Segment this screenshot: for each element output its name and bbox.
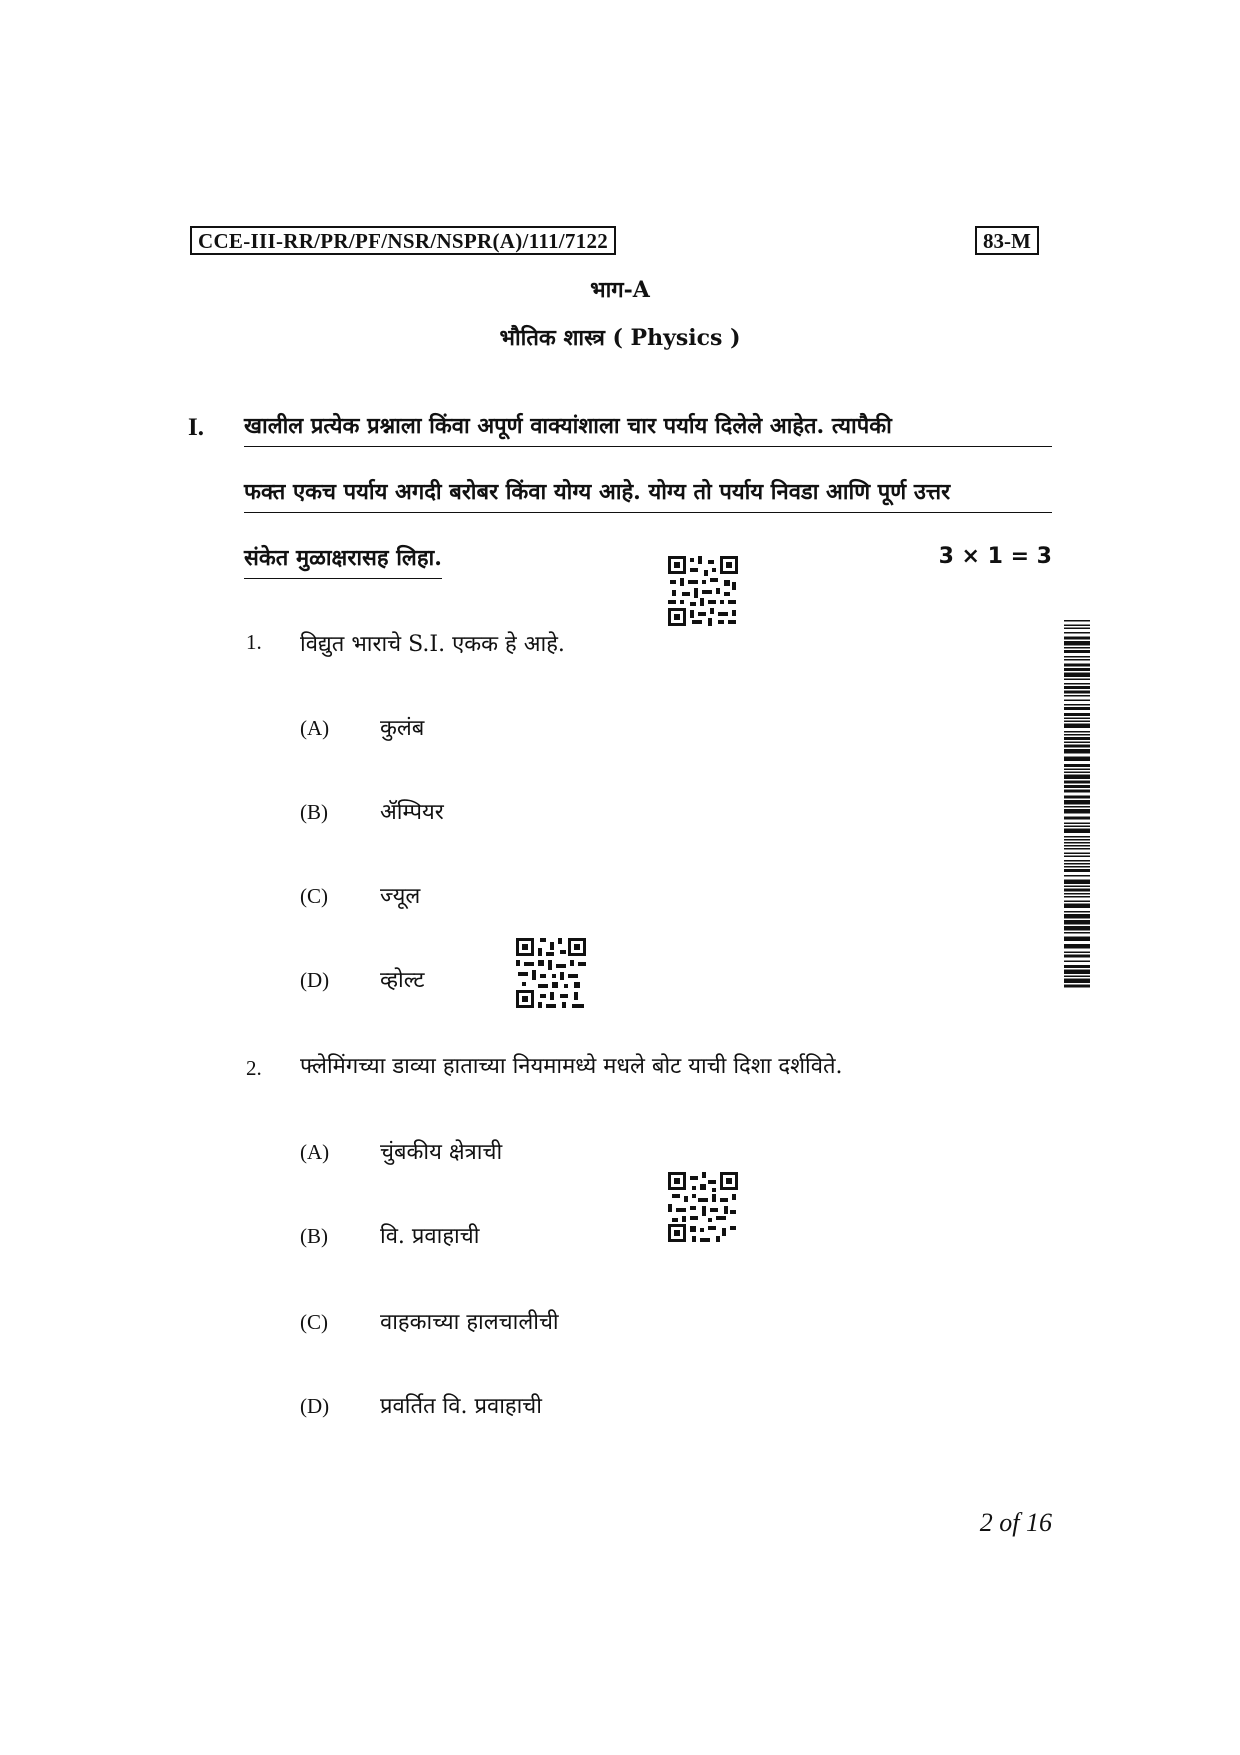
instruction-line-3: संकेत मुळाक्षरासह लिहा. (244, 542, 442, 579)
exam-code-box (190, 226, 616, 255)
q2-option-a-label: (A) (300, 1140, 330, 1164)
q1-option-b-label: (B) (300, 800, 328, 824)
q2-option-d-label: (D) (300, 1394, 330, 1418)
q2-option-a-text: चुंबकीय क्षेत्राची (380, 1140, 503, 1165)
q1-option-a-label: (A) (300, 716, 330, 740)
exam-code: CCE-III-RR/PR/PF/NSR/NSPR(A)/111/7122 (198, 229, 609, 253)
paper-code: 83-M (983, 229, 1031, 253)
barcode-icon (1064, 620, 1090, 990)
q2-option-c-label: (C) (300, 1310, 328, 1334)
marks-scheme: 3 × 1 = 3 (938, 544, 1052, 569)
question-1-number: 1. (246, 630, 262, 654)
qr-code-icon (516, 938, 586, 1008)
question-1-text: विद्युत भाराचे S.I. एकक हे आहे. (300, 632, 565, 657)
qr-code-icon (668, 556, 738, 626)
q1-option-c-label: (C) (300, 884, 328, 908)
q1-option-d-label: (D) (300, 968, 330, 992)
question-2-text: फ्लेमिंगच्या डाव्या हाताच्या नियमामध्ये मधले बोट याची दिशा दर्शविते. (300, 1054, 843, 1079)
page-number: 2 of 16 (979, 1508, 1052, 1537)
q2-option-c-text: वाहकाच्या हालचालीची (380, 1310, 559, 1335)
part-heading: भाग-A (590, 277, 650, 303)
instruction-line-2: फक्त एकच पर्याय अगदी बरोबर किंवा योग्य आहे. योग्य तो पर्याय निवडा आणि पूर्ण उत्तर (244, 476, 1052, 513)
q1-option-a-text: कुलंब (380, 716, 425, 741)
q2-option-b-label: (B) (300, 1224, 328, 1248)
paper-code-box (975, 226, 1039, 255)
question-2-number: 2. (246, 1056, 262, 1080)
subject-heading: भौतिक शास्त्र ( Physics ) (499, 325, 741, 351)
q1-option-d-text: व्होल्ट (380, 968, 425, 993)
q2-option-d-text: प्रवर्तित वि. प्रवाहाची (380, 1394, 542, 1419)
qr-code-icon (668, 1172, 738, 1242)
instruction-line-1: खालील प्रत्येक प्रश्नाला किंवा अपूर्ण वाक्यांशाला चार पर्याय दिलेले आहेत. त्यापैकी (244, 410, 1052, 447)
q2-option-b-text: वि. प्रवाहाची (380, 1224, 480, 1249)
q1-option-c-text: ज्यूल (380, 884, 421, 909)
q1-option-b-text: ॲम्पियर (380, 800, 444, 825)
section-number: I. (188, 414, 204, 441)
